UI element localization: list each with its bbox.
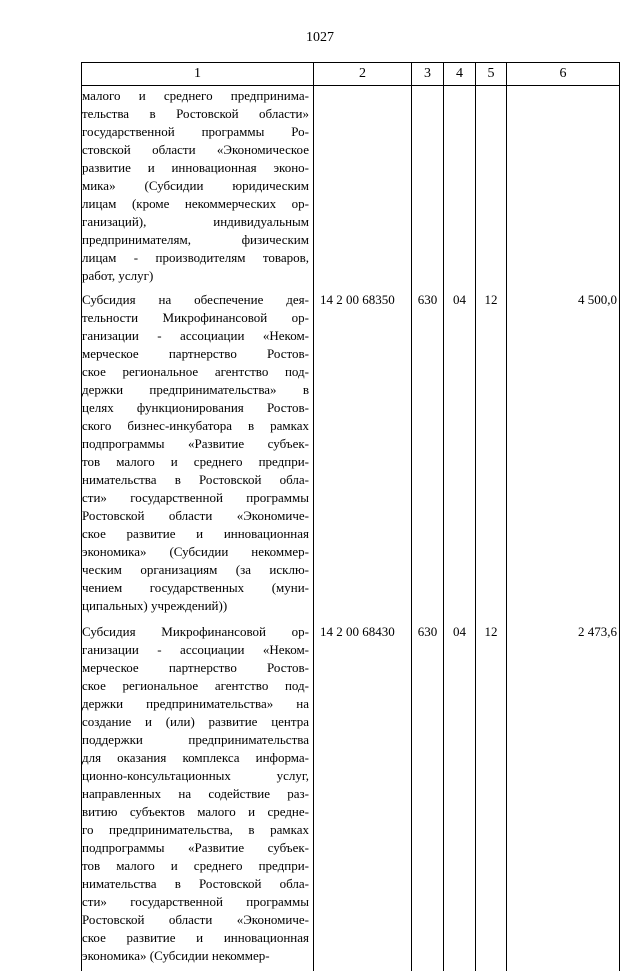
description-line: направленных на содействие раз- bbox=[82, 785, 309, 803]
budget-table bbox=[81, 62, 620, 971]
description-line: ское развитие и инновационная bbox=[82, 929, 309, 947]
description-line: ганизации - ассоциации «Неком- bbox=[82, 641, 309, 659]
description-line: стовской области «Экономическое bbox=[82, 141, 309, 159]
description-line: подпрограммы «Развитие субъек- bbox=[82, 435, 309, 453]
row-description bbox=[82, 289, 314, 621]
description-line: Ростовской области «Экономиче- bbox=[82, 507, 309, 525]
description-line: для оказания комплекса информа- bbox=[82, 749, 309, 767]
description-line: ское развитие и инновационная bbox=[82, 525, 309, 543]
column-header-csr: 2 bbox=[314, 63, 412, 86]
description-line: работ, услуг) bbox=[82, 267, 309, 285]
description-line: Субсидия на обеспечение дея- bbox=[82, 291, 309, 309]
description-line: чением государственных (муни- bbox=[82, 579, 309, 597]
description-line: держки предпринимательства» на bbox=[82, 695, 309, 713]
description-line: Ростовской области «Экономиче- bbox=[82, 911, 309, 929]
description-line: ского бизнес-инкубатора в рамках bbox=[82, 417, 309, 435]
column-header-vr: 3 bbox=[412, 63, 444, 86]
table-row bbox=[82, 621, 620, 971]
description-line: малого и среднего предпринима- bbox=[82, 87, 309, 105]
row-pr-code: 12 bbox=[476, 289, 507, 621]
description-line: лицам (кроме некоммерческих ор- bbox=[82, 195, 309, 213]
description-line: Субсидия Микрофинансовой ор- bbox=[82, 623, 309, 641]
table-row bbox=[82, 289, 620, 621]
row-vr-code: 630 bbox=[412, 621, 444, 971]
description-line: держки предпринимательства» в bbox=[82, 381, 309, 399]
description-line: ционно-консультационных услуг, bbox=[82, 767, 309, 785]
row-vr-code: 630 bbox=[412, 289, 444, 621]
row-rz-code: 04 bbox=[444, 289, 476, 621]
table-header-row bbox=[82, 63, 620, 86]
row-amount: 4 500,0 bbox=[507, 289, 620, 621]
row-csr-code: 14 2 00 68350 bbox=[314, 289, 412, 621]
table-row bbox=[82, 86, 620, 290]
page-number: 1027 bbox=[0, 30, 640, 46]
description-line: нимательства в Ростовской обла- bbox=[82, 875, 309, 893]
row-rz-code: 04 bbox=[444, 621, 476, 971]
column-header-amount: 6 bbox=[507, 63, 620, 86]
description-line: развитие и инновационная эконо- bbox=[82, 159, 309, 177]
description-line: мерческое партнерство Ростов- bbox=[82, 345, 309, 363]
row-amount bbox=[507, 86, 620, 290]
description-line: ципальных) учреждений)) bbox=[82, 597, 309, 615]
description-line: предпринимателям, физическим bbox=[82, 231, 309, 249]
description-line: ское региональное агентство под- bbox=[82, 677, 309, 695]
description-line: экономика» (Субсидии некоммер- bbox=[82, 947, 309, 965]
row-vr-code bbox=[412, 86, 444, 290]
description-line: го предпринимательства, в рамках bbox=[82, 821, 309, 839]
description-line: целях функционирования Ростов- bbox=[82, 399, 309, 417]
description-line: мика» (Субсидии юридическим bbox=[82, 177, 309, 195]
description-line: тов малого и среднего предпри- bbox=[82, 857, 309, 875]
description-line: подпрограммы «Развитие субъек- bbox=[82, 839, 309, 857]
description-line: ганизаций), индивидуальным bbox=[82, 213, 309, 231]
column-header-rz: 4 bbox=[444, 63, 476, 86]
description-line: нимательства в Ростовской обла- bbox=[82, 471, 309, 489]
row-pr-code: 12 bbox=[476, 621, 507, 971]
description-line: ганизации - ассоциации «Неком- bbox=[82, 327, 309, 345]
description-line: сти» государственной программы bbox=[82, 893, 309, 911]
description-line: лицам - производителям товаров, bbox=[82, 249, 309, 267]
row-rz-code bbox=[444, 86, 476, 290]
column-header-pr: 5 bbox=[476, 63, 507, 86]
row-amount: 2 473,6 bbox=[507, 621, 620, 971]
column-header-name: 1 bbox=[82, 63, 314, 86]
description-line: ское региональное агентство под- bbox=[82, 363, 309, 381]
description-line: тов малого и среднего предпри- bbox=[82, 453, 309, 471]
description-line: мерческое партнерство Ростов- bbox=[82, 659, 309, 677]
row-csr-code bbox=[314, 86, 412, 290]
description-line: тельства в Ростовской области» bbox=[82, 105, 309, 123]
description-line: создание и (или) развитие центра bbox=[82, 713, 309, 731]
row-pr-code bbox=[476, 86, 507, 290]
row-description bbox=[82, 86, 314, 290]
description-line: сти» государственной программы bbox=[82, 489, 309, 507]
description-line: ческим организациям (за исклю- bbox=[82, 561, 309, 579]
description-line: поддержки предпринимательства bbox=[82, 731, 309, 749]
description-line: витию субъектов малого и средне- bbox=[82, 803, 309, 821]
description-line: экономика» (Субсидии некоммер- bbox=[82, 543, 309, 561]
row-description bbox=[82, 621, 314, 971]
row-csr-code: 14 2 00 68430 bbox=[314, 621, 412, 971]
table-body bbox=[82, 86, 620, 971]
description-line: государственной программы Ро- bbox=[82, 123, 309, 141]
description-line: тельности Микрофинансовой ор- bbox=[82, 309, 309, 327]
